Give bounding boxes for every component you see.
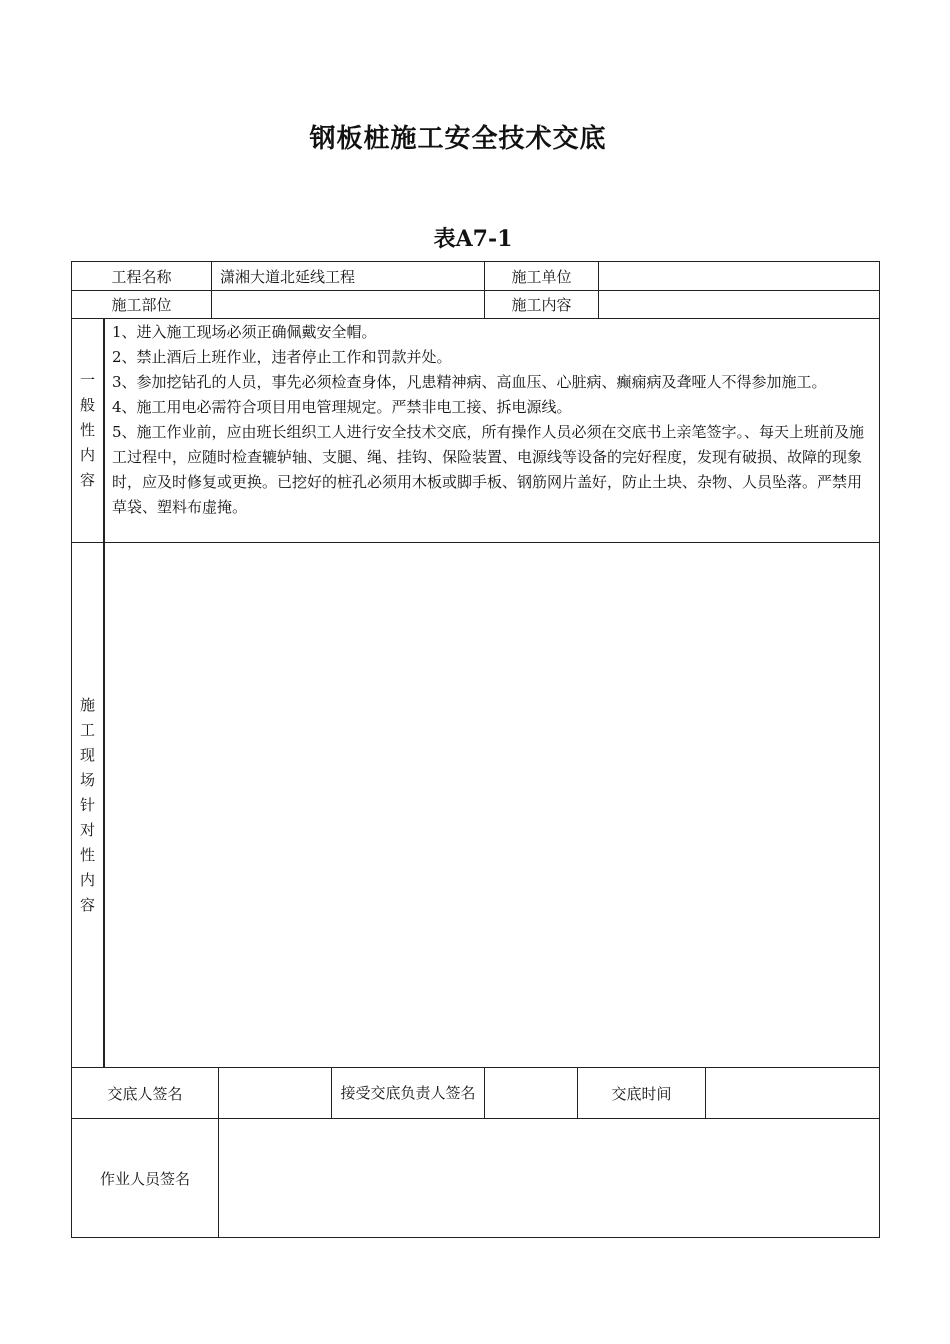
general-item-5: 5、施工作业前，应由班长组织工人进行安全技术交底，所有操作人员必须在交底书上亲笔签字。、每天上班前及施工过程中，应随时检查辘轳轴、支腿、绳、挂钩、保险装置、电源线等设备的完好程度，发现有破损、故障的现象时，应及时修复或更换。已挖好的桩孔必须用木板或脚手板、钢筋网片盖好，防止土块、杂物、人员坠落。严禁用草袋、塑料布虚掩。 [112,423,865,516]
general-item-3: 3、参加挖钻孔的人员，事先必须检查身体，凡患精神病、高血压、心脏病、癫痫病及聋哑人不得参加施工。 [112,373,827,391]
table-number: 表A7-1 [433,226,513,252]
disclosure-time-field[interactable] [706,1068,879,1118]
site-label-char: 场 [79,770,95,789]
general-item-2: 2、禁止酒后上班作业，违者停止工作和罚款并处。 [112,348,452,366]
site-label-char: 对 [79,820,95,839]
site-label-char: 容 [79,895,95,914]
discloser-signature-label: 交底人签名 [107,1084,183,1103]
receiver-signature-label: 接受交底负责人签名 [340,1083,476,1102]
border-right [879,261,880,1238]
discloser-signature-field[interactable] [219,1068,331,1118]
document-title: 钢板桩施工安全技术交底 [309,124,607,154]
receiver-signature-field[interactable] [485,1068,577,1118]
general-item-4: 4、施工用电必需符合项目用电管理规定。严禁非电工接、拆电源线。 [112,398,572,416]
general-item-1: 1、进入施工现场必须正确佩戴安全帽。 [112,323,377,341]
site-label-char: 内 [79,870,95,889]
disclosure-time-label: 交底时间 [611,1084,672,1103]
general-label-char: 性 [79,421,95,439]
general-label-char: 般 [79,396,95,414]
project-name-label: 工程名称 [111,267,172,286]
construction-unit-label: 施工单位 [511,267,572,286]
construction-part-label: 施工部位 [111,296,172,314]
site-label-char: 现 [79,745,95,764]
site-label-char: 工 [79,720,95,739]
site-label-char: 针 [79,795,95,814]
construction-part-value[interactable] [212,291,484,318]
construction-content-value[interactable] [599,291,879,318]
project-name-value[interactable]: 潇湘大道北延线工程 [220,267,356,286]
general-label-char: 一 [79,371,95,389]
site-label-char: 性 [79,845,95,864]
construction-content-label: 施工内容 [511,296,572,314]
workers-signature-area[interactable] [219,1119,879,1237]
section-divider [103,318,105,1068]
general-label-char: 内 [79,446,95,464]
site-label-char: 施 [79,695,95,714]
site-content-area[interactable] [106,543,879,1067]
general-label-char: 容 [79,471,95,489]
workers-signature-label: 作业人员签名 [99,1169,190,1188]
general-section-label [72,319,103,542]
general-content [112,320,872,520]
construction-unit-value[interactable] [599,262,879,290]
site-section-label [72,543,103,1067]
border-bottom [71,1237,880,1238]
row-line-2 [71,318,880,319]
